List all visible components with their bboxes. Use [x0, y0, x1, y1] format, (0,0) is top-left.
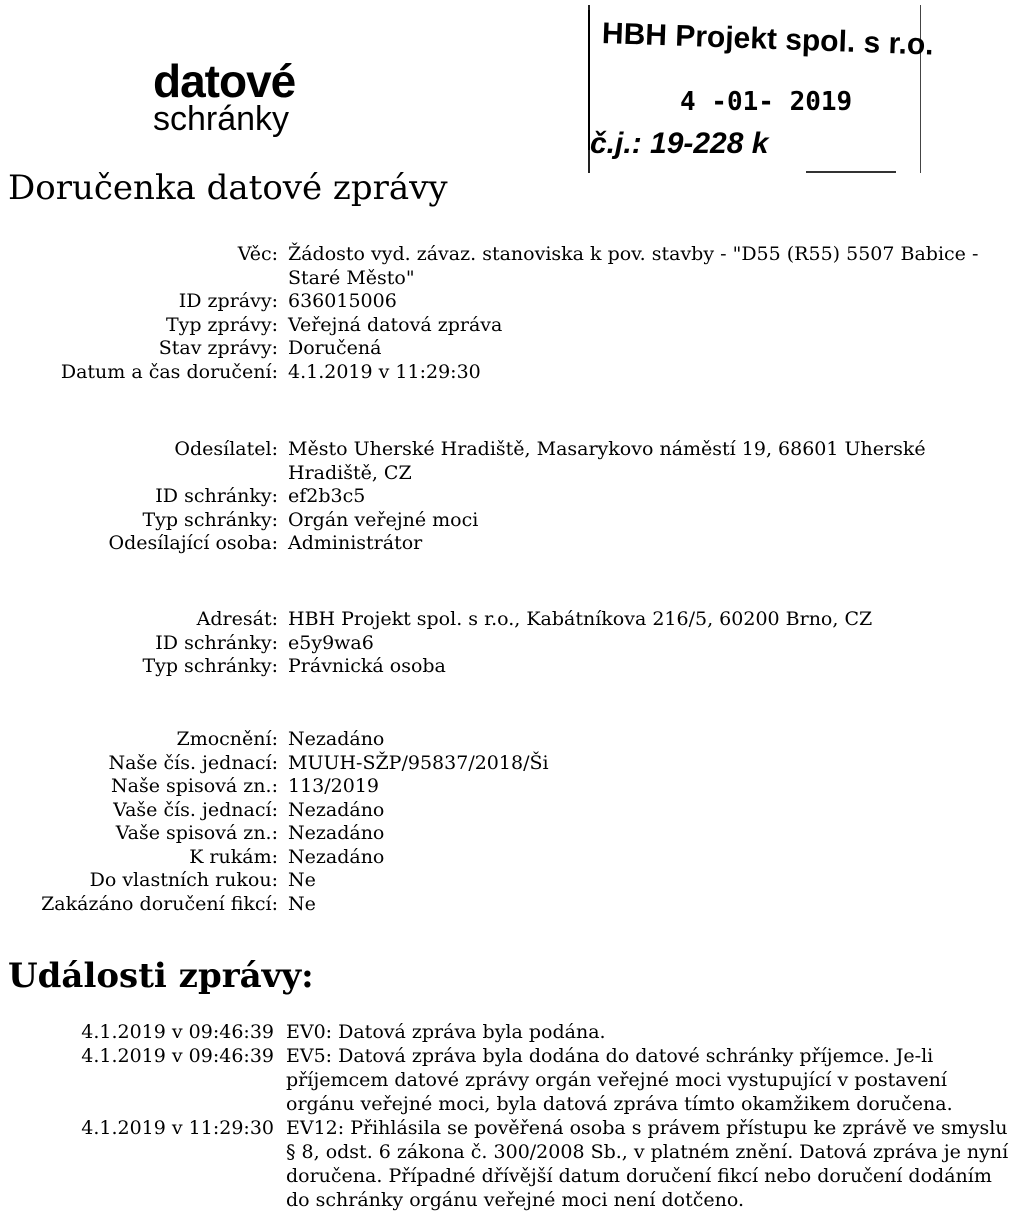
event-text: EV0: Datová zpráva byla podána.: [286, 1021, 606, 1043]
document-title: Doručenka datové zprávy: [8, 168, 448, 208]
sender-section: [0, 438, 1024, 556]
field-row: [0, 655, 1024, 679]
field-label: Odesílající osoba:: [108, 532, 278, 554]
field-label: Adresát:: [196, 608, 278, 630]
details-section: [0, 728, 1024, 916]
field-label: Stav zprávy:: [158, 337, 278, 359]
event-row: [0, 1116, 1024, 1212]
field-value: Město Uherské Hradiště, Masarykovo náměstí 19, 68601 Uherské Hradiště, CZ: [288, 438, 926, 484]
event-time: 4.1.2019 v 11:29:30: [81, 1117, 274, 1139]
field-row: [0, 485, 1024, 509]
field-value: 636015006: [288, 290, 397, 312]
event-row: [0, 1044, 1024, 1116]
field-value: 113/2019: [288, 775, 380, 797]
field-row: [0, 822, 1024, 846]
field-row: [0, 314, 1024, 338]
field-row: [0, 632, 1024, 656]
field-value: Žádosto vyd. závaz. stanoviska k pov. stavby - "D55 (R55) 5507 Babice - Staré Město": [288, 243, 979, 289]
events-list: [0, 1020, 1024, 1212]
field-label: Naše spisová zn.:: [111, 775, 278, 797]
field-label: Věc:: [237, 243, 278, 265]
event-text: EV5: Datová zpráva byla dodána do datové schránky příjemce. Je-li příjemcem datové zprávy orgán veřejné moci vystupující v postavení orgánu veřejné moci, byla datová zpráva tímto okamžikem doručena.: [286, 1045, 953, 1115]
field-value: Ne: [288, 869, 316, 891]
field-label: ID schránky:: [155, 631, 278, 654]
logo-line-2: schránky: [153, 100, 290, 138]
message-section: [0, 243, 1024, 384]
recipient-section: [0, 608, 1024, 679]
stamp-date: 4 -01- 2019: [680, 87, 853, 117]
stamp-reference: č.j.: 19-228 k: [590, 127, 769, 160]
datove-schranky-logo: [153, 55, 296, 138]
field-value: e5y9wa6: [288, 631, 374, 654]
field-row: [0, 728, 1024, 752]
field-label: Typ zprávy:: [165, 313, 278, 336]
field-row: [0, 337, 1024, 361]
field-value: HBH Projekt spol. s r.o., Kabátníkova 216/5, 60200 Brno, CZ: [288, 608, 873, 630]
field-label: Vaše spisová zn.:: [115, 822, 278, 844]
field-row: [0, 869, 1024, 893]
field-label: ID zprávy:: [178, 290, 278, 312]
field-label: Odesílatel:: [174, 438, 278, 460]
field-label: Typ schránky:: [142, 655, 278, 677]
field-label: Datum a čas doručení:: [60, 360, 278, 383]
event-row: [0, 1020, 1024, 1044]
field-label: K rukám:: [189, 845, 278, 868]
field-row: [0, 438, 1024, 485]
field-label: Vaše čís. jednací:: [113, 798, 278, 821]
field-label: Typ schránky:: [142, 508, 278, 531]
field-row: [0, 893, 1024, 917]
field-row: [0, 799, 1024, 823]
field-label: Zmocnění:: [176, 728, 278, 750]
field-row: [0, 846, 1024, 870]
field-value: Orgán veřejné moci: [288, 508, 479, 531]
field-row: [0, 608, 1024, 632]
events-heading: Události zprávy:: [8, 956, 314, 996]
field-label: Zakázáno doručení fikcí:: [41, 892, 278, 915]
field-row: [0, 361, 1024, 385]
field-value: Administrátor: [288, 532, 423, 554]
event-time: 4.1.2019 v 09:46:39: [81, 1045, 274, 1067]
field-row: [0, 775, 1024, 799]
field-value: 4.1.2019 v 11:29:30: [288, 360, 481, 383]
field-row: [0, 752, 1024, 776]
field-row: [0, 509, 1024, 533]
field-row: [0, 290, 1024, 314]
field-value: Ne: [288, 892, 316, 915]
field-label: ID schránky:: [155, 485, 278, 507]
field-label: Do vlastních rukou:: [89, 869, 278, 891]
field-row: [0, 243, 1024, 290]
field-value: Nezadáno: [288, 728, 385, 750]
field-row: [0, 532, 1024, 556]
received-stamp: [588, 5, 935, 173]
field-value: Nezadáno: [288, 822, 385, 844]
field-value: ef2b3c5: [288, 485, 366, 507]
field-value: Doručená: [288, 337, 382, 359]
event-text: EV12: Přihlásila se pověřená osoba s právem přístupu ke zprávě ve smyslu § 8, odst. 6 zákona č. 300/2008 Sb., v platném znění. Datová zpráva je nyní doručena. Případné dřívější datum doručení fikcí nebo doručení dodáním do schránky orgánu veřejné moci není dotčeno.: [286, 1117, 1009, 1211]
field-value: Nezadáno: [288, 798, 385, 821]
logo-line-1: datové: [153, 55, 296, 107]
field-value: Veřejná datová zpráva: [288, 313, 503, 336]
event-time: 4.1.2019 v 09:46:39: [81, 1021, 274, 1043]
stamp-company: HBH Projekt spol. s r.o.: [601, 17, 935, 62]
field-value: Nezadáno: [288, 845, 385, 868]
field-label: Naše čís. jednací:: [108, 751, 278, 774]
field-value: Právnická osoba: [288, 655, 446, 677]
field-value: MUUH-SŽP/95837/2018/Ši: [288, 751, 549, 774]
